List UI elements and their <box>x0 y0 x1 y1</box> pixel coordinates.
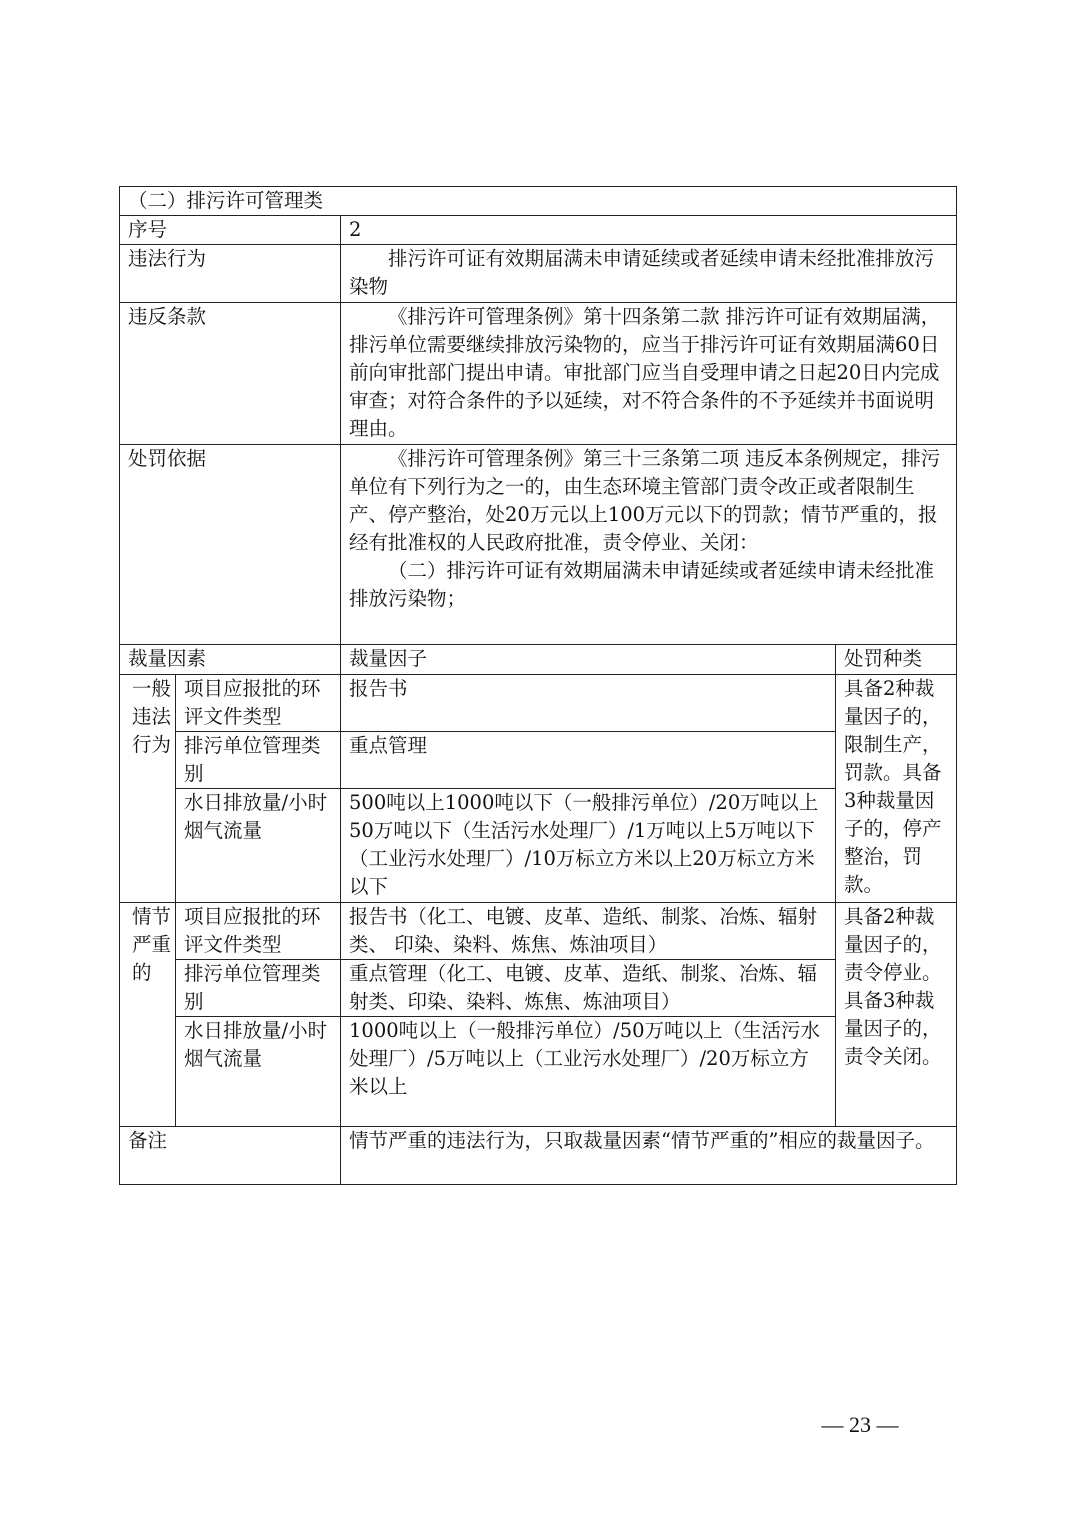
remarks-text: 情节严重的违法行为，只取裁量因素“情节严重的”相应的裁量因子。 <box>341 1127 957 1185</box>
page-number: — 23 — <box>821 1412 899 1437</box>
factor-cell: 水日排放量/小时烟气流量 <box>176 1017 341 1127</box>
section-title: （二）排污许可管理类 <box>120 187 957 216</box>
serial-label: 序号 <box>120 216 341 245</box>
violated-clause-cell <box>341 303 957 445</box>
penalty-basis-text: 《排污许可管理条例》第三十三条第二项 违反本条例规定，排污单位有下列行为之一的，由生态环境主管部门责令改正或者限制生产、停产整治，处20万元以上100万元以下的罚款；情节严重的，报经有批准权的人民政府批准，责令停业、关闭： <box>349 447 941 554</box>
factor-cell: 排污单位管理类别 <box>176 732 341 789</box>
penalty-basis-cell <box>341 445 957 645</box>
factor-cell: 排污单位管理类别 <box>176 960 341 1017</box>
remarks-label: 备注 <box>120 1127 341 1185</box>
penalty-type-general: 具备2种裁量因子的，限制生产，罚款。具备3种裁量因子的，停产整治，罚款。 <box>836 675 957 903</box>
penalty-basis-item: （二）排污许可证有效期届满未申请延续或者延续申请未经批准排放污染物； <box>349 559 935 610</box>
violation-label: 违法行为 <box>120 245 341 303</box>
header-criteria: 裁量因子 <box>341 645 836 675</box>
penalty-discretion-table <box>119 186 957 1185</box>
penalty-type-serious: 具备2种裁量因子的，责令停业。具备3种裁量因子的，责令关闭。 <box>836 903 957 1127</box>
criteria-cell: 重点管理（化工、电镀、皮革、造纸、制浆、冶炼、辐射类、印染、染料、炼焦、炼油项目） <box>341 960 836 1017</box>
group-label-serious: 情节严重的 <box>120 903 176 1127</box>
header-penalty-type: 处罚种类 <box>836 645 957 675</box>
factor-cell: 项目应报批的环评文件类型 <box>176 675 341 732</box>
group-label-general: 一般违法行为 <box>120 675 176 903</box>
header-factor: 裁量因素 <box>120 645 341 675</box>
factor-cell: 项目应报批的环评文件类型 <box>176 903 341 960</box>
violated-clause-text: 《排污许可管理条例》第十四条第二款 排污许可证有效期届满，排污单位需要继续排放污染物的，应当于排污许可证有效期届满60日前向审批部门提出申请。审批部门应当自受理申请之日起20日内完成审查；对符合条件的予以延续，对不符合条件的不予延续并书面说明理由。 <box>349 305 941 440</box>
violated-clause-label: 违反条款 <box>120 303 341 445</box>
criteria-cell: 重点管理 <box>341 732 836 789</box>
criteria-cell: 1000吨以上（一般排污单位）/50万吨以上（生活污水处理厂）/5万吨以上（工业污水处理厂）/20万标立方米以上 <box>341 1017 836 1127</box>
criteria-cell: 报告书（化工、电镀、皮革、造纸、制浆、冶炼、辐射类、 印染、染料、炼焦、炼油项目） <box>341 903 836 960</box>
violation-text: 排污许可证有效期届满未申请延续或者延续申请未经批准排放污染物 <box>341 245 957 303</box>
penalty-basis-label: 处罚依据 <box>120 445 341 645</box>
criteria-cell: 500吨以上1000吨以下（一般排污单位）/20万吨以上50万吨以下（生活污水处理厂）/1万吨以上5万吨以下（工业污水处理厂）/10万标立方米以上20万标立方米以下 <box>341 789 836 903</box>
criteria-cell: 报告书 <box>341 675 836 732</box>
factor-cell: 水日排放量/小时烟气流量 <box>176 789 341 903</box>
serial-value: 2 <box>341 216 957 245</box>
